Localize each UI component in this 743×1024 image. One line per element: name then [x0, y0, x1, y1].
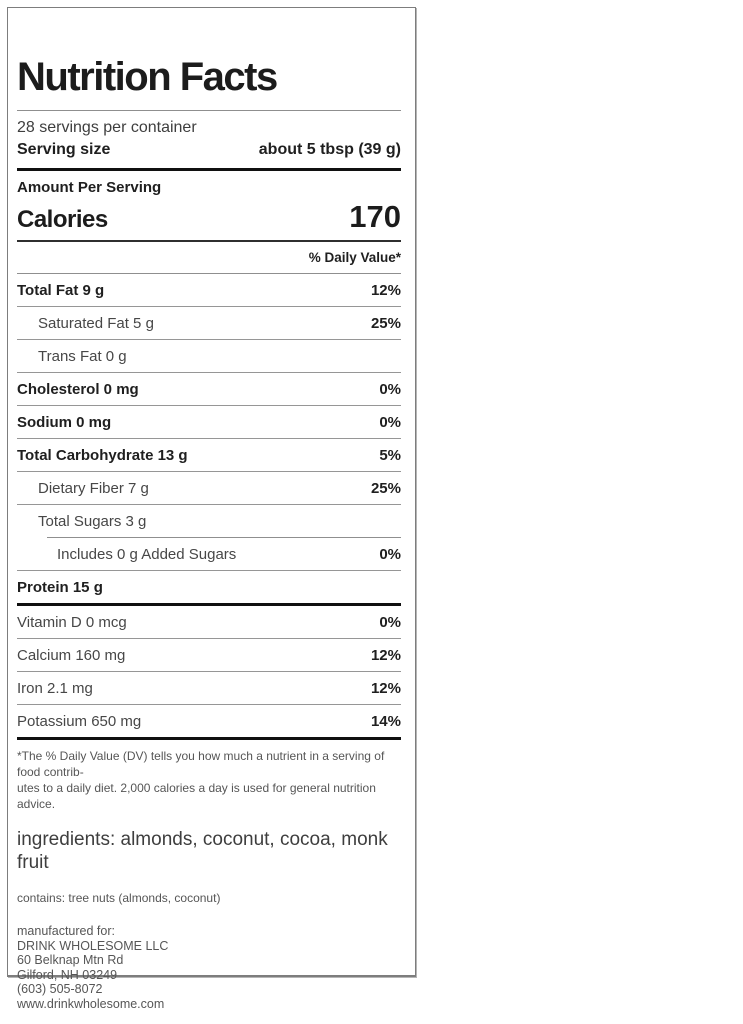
contains-text: contains: tree nuts (almonds, coconut) — [17, 891, 221, 905]
vitamin-dv: 12% — [370, 647, 401, 664]
nutrient-row-trans-fat — [17, 340, 401, 373]
nutrient-name: Total Fat 9 g — [17, 282, 105, 299]
vitamin-name: Iron 2.1 mg — [17, 680, 93, 697]
vitamin-row-iron — [17, 672, 401, 705]
calories-label: Calories — [17, 206, 108, 233]
manufacturer-phone: (603) 505-8072 — [17, 982, 103, 996]
manufacturer-street: 60 Belknap Mtn Rd — [17, 953, 124, 967]
nutrition-facts-label — [7, 7, 416, 1011]
serving-size-divider — [17, 168, 401, 171]
nutrient-row-total-sugars — [17, 505, 401, 537]
nutrient-dv: 0% — [379, 414, 401, 431]
nutrient-name: Total Sugars 3 g — [38, 513, 147, 530]
vitamin-dv: 0% — [379, 614, 401, 631]
daily-value-footnote — [17, 740, 401, 812]
vitamin-name: Calcium 160 mg — [17, 647, 126, 664]
manufactured-for-label: manufactured for: — [17, 924, 115, 938]
nutrient-row-sodium — [17, 406, 401, 439]
manufacturer-name: DRINK WHOLESOME LLC — [17, 938, 169, 953]
nutrient-dv: 0% — [379, 381, 401, 398]
manufacturer-block — [17, 924, 401, 1011]
nutrient-dv: 0% — [379, 546, 401, 563]
nutrient-name: Saturated Fat 5 g — [38, 315, 154, 332]
nutrient-dv: 12% — [370, 282, 401, 299]
vitamin-dv: 14% — [370, 713, 401, 730]
nutrient-row-total-fat — [17, 274, 401, 307]
nutrient-row-added-sugars — [17, 538, 401, 571]
vitamin-name: Vitamin D 0 mcg — [17, 614, 127, 631]
nutrient-row-saturated-fat — [17, 307, 401, 340]
nutrient-dv: 25% — [370, 315, 401, 332]
calories-row — [17, 199, 401, 240]
nutrient-name: Cholesterol 0 mg — [17, 381, 139, 398]
nutrient-dv: 25% — [370, 480, 401, 497]
nutrient-row-dietary-fiber — [17, 472, 401, 505]
nutrient-name: Includes 0 g Added Sugars — [57, 546, 237, 563]
servings-per-container: 28 servings per container — [17, 119, 197, 136]
nutrient-dv: 5% — [379, 447, 401, 464]
footnote-line-2: utes to a daily diet. 2,000 calories a day is used for general nutrition advice. — [17, 781, 376, 811]
vitamin-name: Potassium 650 mg — [17, 713, 142, 730]
nutrient-row-protein — [17, 571, 401, 603]
nutrient-row-total-carbohydrate — [17, 439, 401, 472]
nutrient-name: Protein 15 g — [17, 579, 103, 596]
nutrient-name: Dietary Fiber 7 g — [38, 480, 149, 497]
label-title: Nutrition Facts — [17, 55, 277, 99]
vitamin-dv: 12% — [370, 680, 401, 697]
serving-size-value: about 5 tbsp (39 g) — [258, 141, 401, 158]
nutrient-name: Sodium 0 mg — [17, 414, 112, 431]
title-divider — [17, 110, 401, 111]
vitamin-row-calcium — [17, 639, 401, 672]
daily-value-header: % Daily Value* — [308, 250, 401, 265]
vitamin-row-potassium — [17, 705, 401, 737]
amount-per-serving-label: Amount Per Serving — [17, 179, 162, 196]
ingredients-text: ingredients: almonds, coconut, cocoa, monk fruit — [17, 829, 388, 873]
vitamin-row-vitamin-d — [17, 606, 401, 639]
calories-value: 170 — [349, 199, 401, 234]
footnote-line-1: *The % Daily Value (DV) tells you how much a nutrient in a serving of food contrib- — [17, 749, 385, 779]
manufacturer-website: www.drinkwholesome.com — [17, 996, 165, 1011]
nutrient-name: Total Carbohydrate 13 g — [17, 447, 188, 464]
nutrient-row-cholesterol — [17, 373, 401, 406]
manufacturer-city: Gilford, NH 03249 — [17, 967, 118, 982]
serving-size-row — [17, 140, 401, 168]
nutrient-name: Trans Fat 0 g — [38, 348, 127, 365]
serving-size-label: Serving size — [17, 141, 111, 158]
